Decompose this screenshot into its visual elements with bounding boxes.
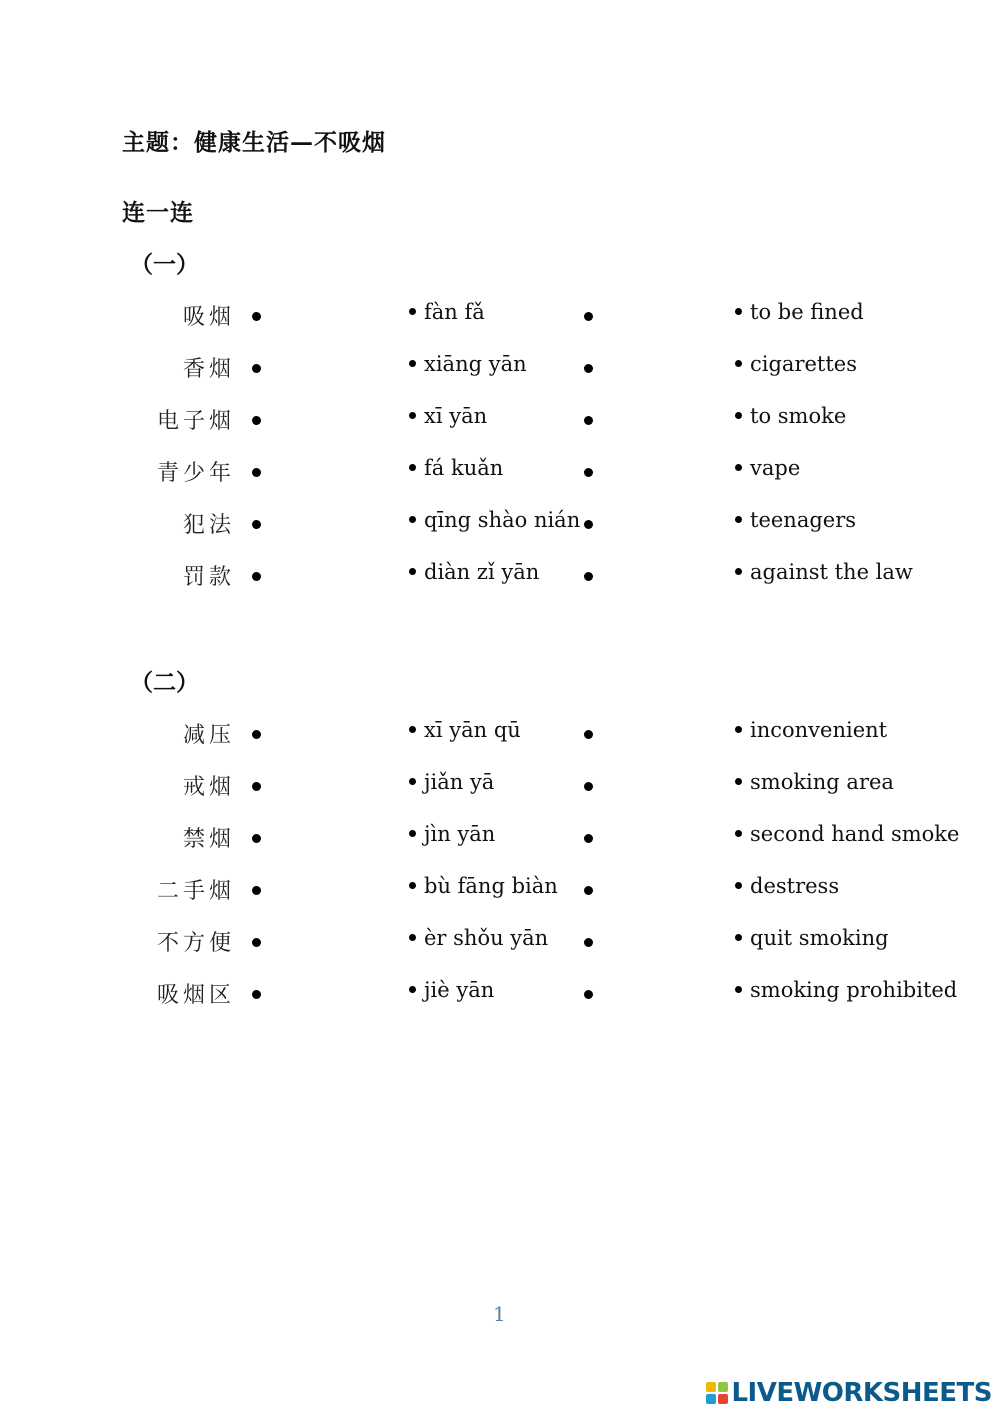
english-dot[interactable] (735, 516, 742, 523)
english-text: smoking prohibited (750, 978, 958, 1002)
english-option[interactable] (735, 978, 957, 1002)
english-dot[interactable] (735, 412, 742, 419)
chinese-word: 禁烟 (182, 827, 235, 852)
match-row (0, 456, 1000, 496)
pinyin-text: jiè yān (424, 978, 495, 1002)
english-dot[interactable] (735, 568, 742, 575)
chinese-word: 吸烟 (182, 305, 235, 330)
pinyin-dot[interactable] (409, 778, 416, 785)
pinyin-match-dot[interactable] (584, 572, 593, 581)
pinyin-text: qīng shào nián (424, 508, 581, 532)
match-row (0, 300, 1000, 340)
logo-square (706, 1394, 716, 1404)
match-row (0, 978, 1000, 1018)
pinyin-text: fàn fǎ (424, 300, 485, 324)
pinyin-text: xī yān qū (424, 718, 521, 742)
match-row (0, 770, 1000, 810)
logo-square (718, 1382, 728, 1392)
english-dot[interactable] (735, 726, 742, 733)
chinese-match-dot[interactable] (252, 886, 261, 895)
chinese-match-dot[interactable] (252, 938, 261, 947)
english-text: to be fined (750, 300, 864, 324)
exercise-instruction: 连一连 (122, 199, 194, 226)
english-dot[interactable] (735, 986, 742, 993)
section-label-2: （二） (130, 669, 199, 696)
pinyin-text: jìn yān (424, 822, 496, 846)
brand-name: LIVEWORKSHEETS (731, 1378, 992, 1408)
match-row (0, 352, 1000, 392)
pinyin-option[interactable] (409, 926, 548, 950)
english-dot[interactable] (735, 308, 742, 315)
pinyin-match-dot[interactable] (584, 782, 593, 791)
english-dot[interactable] (735, 882, 742, 889)
pinyin-match-dot[interactable] (584, 364, 593, 373)
pinyin-option[interactable] (409, 718, 521, 742)
pinyin-dot[interactable] (409, 464, 416, 471)
pinyin-text: xī yān (424, 404, 488, 428)
pinyin-option[interactable] (409, 978, 494, 1002)
match-row (0, 822, 1000, 862)
english-option[interactable] (735, 926, 889, 950)
english-dot[interactable] (735, 830, 742, 837)
pinyin-text: xiāng yān (424, 352, 527, 376)
english-option[interactable] (735, 352, 857, 376)
pinyin-match-dot[interactable] (584, 468, 593, 477)
english-text: to smoke (750, 404, 847, 428)
chinese-word: 青少年 (156, 461, 235, 486)
chinese-word: 吸烟区 (156, 983, 235, 1008)
chinese-match-dot[interactable] (252, 730, 261, 739)
pinyin-option[interactable] (409, 560, 539, 584)
chinese-match-dot[interactable] (252, 520, 261, 529)
pinyin-match-dot[interactable] (584, 520, 593, 529)
pinyin-text: jiǎn yā (424, 770, 495, 794)
english-option[interactable] (735, 718, 887, 742)
pinyin-dot[interactable] (409, 934, 416, 941)
pinyin-option[interactable] (409, 456, 503, 480)
pinyin-option[interactable] (409, 822, 495, 846)
chinese-match-dot[interactable] (252, 364, 261, 373)
english-option[interactable] (735, 822, 959, 846)
pinyin-text: fá kuǎn (424, 456, 504, 480)
chinese-word: 罚款 (182, 565, 235, 590)
pinyin-dot[interactable] (409, 412, 416, 419)
english-dot[interactable] (735, 464, 742, 471)
chinese-match-dot[interactable] (252, 312, 261, 321)
page-number: 1 (493, 1302, 506, 1326)
english-text: against the law (750, 560, 913, 584)
logo-square (718, 1394, 728, 1404)
pinyin-dot[interactable] (409, 360, 416, 367)
pinyin-dot[interactable] (409, 986, 416, 993)
english-option[interactable] (735, 300, 864, 324)
english-option[interactable] (735, 560, 913, 584)
pinyin-text: èr shǒu yān (424, 926, 549, 950)
english-dot[interactable] (735, 934, 742, 941)
chinese-match-dot[interactable] (252, 782, 261, 791)
chinese-match-dot[interactable] (252, 834, 261, 843)
english-text: destress (750, 874, 840, 898)
chinese-match-dot[interactable] (252, 990, 261, 999)
match-row (0, 560, 1000, 600)
chinese-match-dot[interactable] (252, 572, 261, 581)
pinyin-dot[interactable] (409, 308, 416, 315)
pinyin-option[interactable] (409, 300, 485, 324)
page-title: 主题：健康生活—不吸烟 (122, 129, 386, 156)
chinese-word: 减压 (182, 723, 235, 748)
pinyin-text: diàn zǐ yān (424, 560, 540, 584)
pinyin-match-dot[interactable] (584, 938, 593, 947)
section-label-1: （一） (130, 251, 199, 278)
match-row (0, 508, 1000, 548)
chinese-word: 香烟 (182, 357, 235, 382)
english-option[interactable] (735, 874, 839, 898)
pinyin-option[interactable] (409, 770, 494, 794)
pinyin-match-dot[interactable] (584, 990, 593, 999)
english-option[interactable] (735, 508, 856, 532)
pinyin-dot[interactable] (409, 568, 416, 575)
match-row (0, 874, 1000, 914)
english-option[interactable] (735, 404, 846, 428)
chinese-word: 犯法 (182, 513, 235, 538)
english-text: second hand smoke (750, 822, 960, 846)
chinese-match-dot[interactable] (252, 468, 261, 477)
match-row (0, 718, 1000, 758)
pinyin-match-dot[interactable] (584, 312, 593, 321)
chinese-word: 电子烟 (156, 409, 235, 434)
chinese-match-dot[interactable] (252, 416, 261, 425)
liveworksheets-logo-icon (706, 1382, 728, 1404)
english-dot[interactable] (735, 778, 742, 785)
pinyin-option[interactable] (409, 508, 580, 532)
english-dot[interactable] (735, 360, 742, 367)
pinyin-option[interactable] (409, 404, 487, 428)
english-option[interactable] (735, 770, 894, 794)
liveworksheets-logo (706, 1378, 992, 1408)
pinyin-option[interactable] (409, 352, 527, 376)
english-text: inconvenient (750, 718, 888, 742)
pinyin-dot[interactable] (409, 830, 416, 837)
chinese-word: 戒烟 (182, 775, 235, 800)
pinyin-match-dot[interactable] (584, 834, 593, 843)
match-row (0, 926, 1000, 966)
english-text: cigarettes (750, 352, 857, 376)
pinyin-dot[interactable] (409, 726, 416, 733)
pinyin-text: bù fāng biàn (424, 874, 558, 898)
pinyin-match-dot[interactable] (584, 886, 593, 895)
pinyin-dot[interactable] (409, 516, 416, 523)
english-text: vape (750, 456, 801, 480)
english-text: teenagers (750, 508, 857, 532)
english-option[interactable] (735, 456, 800, 480)
pinyin-match-dot[interactable] (584, 730, 593, 739)
chinese-word: 二手烟 (156, 879, 235, 904)
pinyin-option[interactable] (409, 874, 558, 898)
pinyin-match-dot[interactable] (584, 416, 593, 425)
chinese-word: 不方便 (156, 931, 235, 956)
english-text: quit smoking (750, 926, 889, 950)
match-row (0, 404, 1000, 444)
pinyin-dot[interactable] (409, 882, 416, 889)
logo-square (706, 1382, 716, 1392)
english-text: smoking area (750, 770, 894, 794)
